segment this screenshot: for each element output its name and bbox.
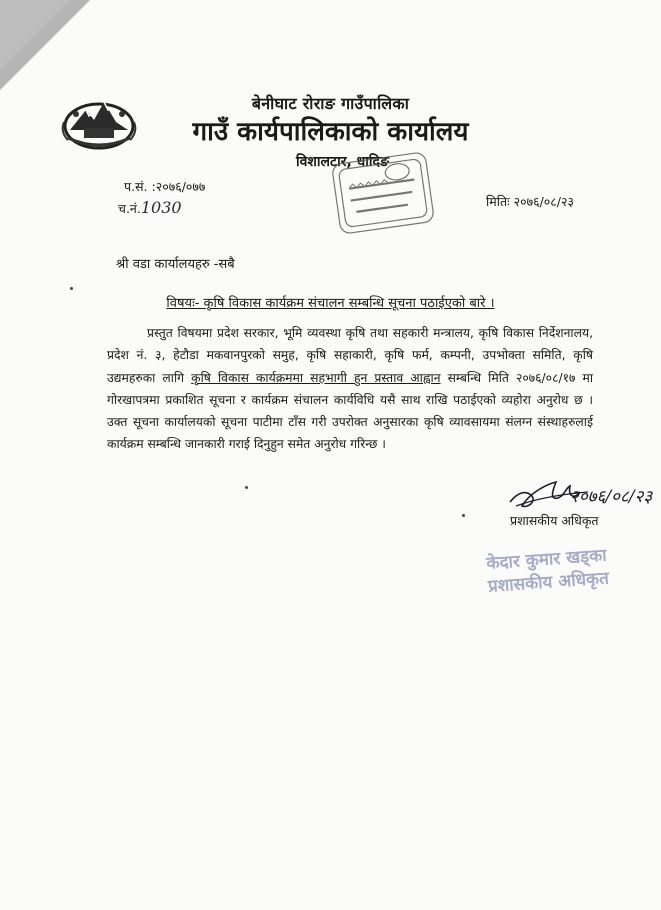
letter-body xyxy=(107,322,593,456)
signature-date: २०७६/०८/२३ xyxy=(570,487,653,507)
speck-mark xyxy=(245,486,248,489)
stamp-name: केदार कुमार खड्का xyxy=(485,545,608,574)
reference-value: २०७६/०७७ xyxy=(155,179,206,194)
letter-date xyxy=(486,193,574,210)
name-stamp xyxy=(486,543,631,623)
subject-text: विषयः- कृषि विकास कार्यक्रम संचालन सम्बन्धि सूचना पठाईएको बारे । xyxy=(166,296,495,311)
page-fold-corner xyxy=(0,0,70,70)
stamp-designation: प्रशासकीय अधिकृत xyxy=(487,568,610,597)
office-seal-stamp-icon xyxy=(328,150,438,236)
dispatch-label: च.नं. xyxy=(118,201,141,216)
body-part-1: प्रस्तुत विषयमा प्रदेश सरकार, भूमि व्यवस्था कृषि तथा सहकारी मन्त्रालय, कृषि विकास निर्देशनालय, प्रदेश नं. ३, हेटौडा मकवानपुरको समुह, कृषि सहाकारी, कृषि फर्म, कम्पनी, उपभोक्ता समिति, कृषि उद्यमहरुका लागि xyxy=(107,326,593,385)
body-part-2: सम्बन्धि मिति २०७६/०८/१७ मा गोरखापत्रमा प्रकाशित सूचना र कार्यक्रम संचालन कार्यविधि यसै साथ राखि पठाईएको व्यहोरा अनुरोध छ । उक्त सूचना कार्यालयको सूचना पाटीमा टाँस गरी उपरोक्त अनुसारका कृषि व्यावसायमा संलग्न संस्थाहरुलाई कार्यक्रम सम्बन्धि जानकारी गराई दिनुहुन समेत अनुरोध गरिन्छ । xyxy=(107,370,594,452)
recipient: श्री वडा कार्यालयहरु -सबै xyxy=(116,257,235,272)
date-label: मितिः xyxy=(486,194,510,209)
signer-title: प्रशासकीय अधिकृत xyxy=(510,513,599,528)
date-value: २०७६/०८/२३ xyxy=(513,194,575,209)
dispatch-value: 1030 xyxy=(140,198,182,217)
subject-line xyxy=(0,293,661,311)
dispatch-number xyxy=(118,198,182,217)
speck-mark xyxy=(70,287,73,290)
office-name: गाउँ कार्यपालिकाको कार्यालय xyxy=(192,117,469,147)
body-underlined-phrase: कृषि विकास कार्यक्रममा सहभागी हुन प्रस्ताव आह्वान xyxy=(191,370,441,385)
office-address: विशालटार, धादिङ xyxy=(296,154,389,170)
organization-name: बेनीघाट रोराङ गाउँपालिका xyxy=(251,94,410,113)
reference-label: प.सं. : xyxy=(124,179,156,194)
speck-mark xyxy=(462,514,465,517)
reference-number xyxy=(124,178,205,195)
